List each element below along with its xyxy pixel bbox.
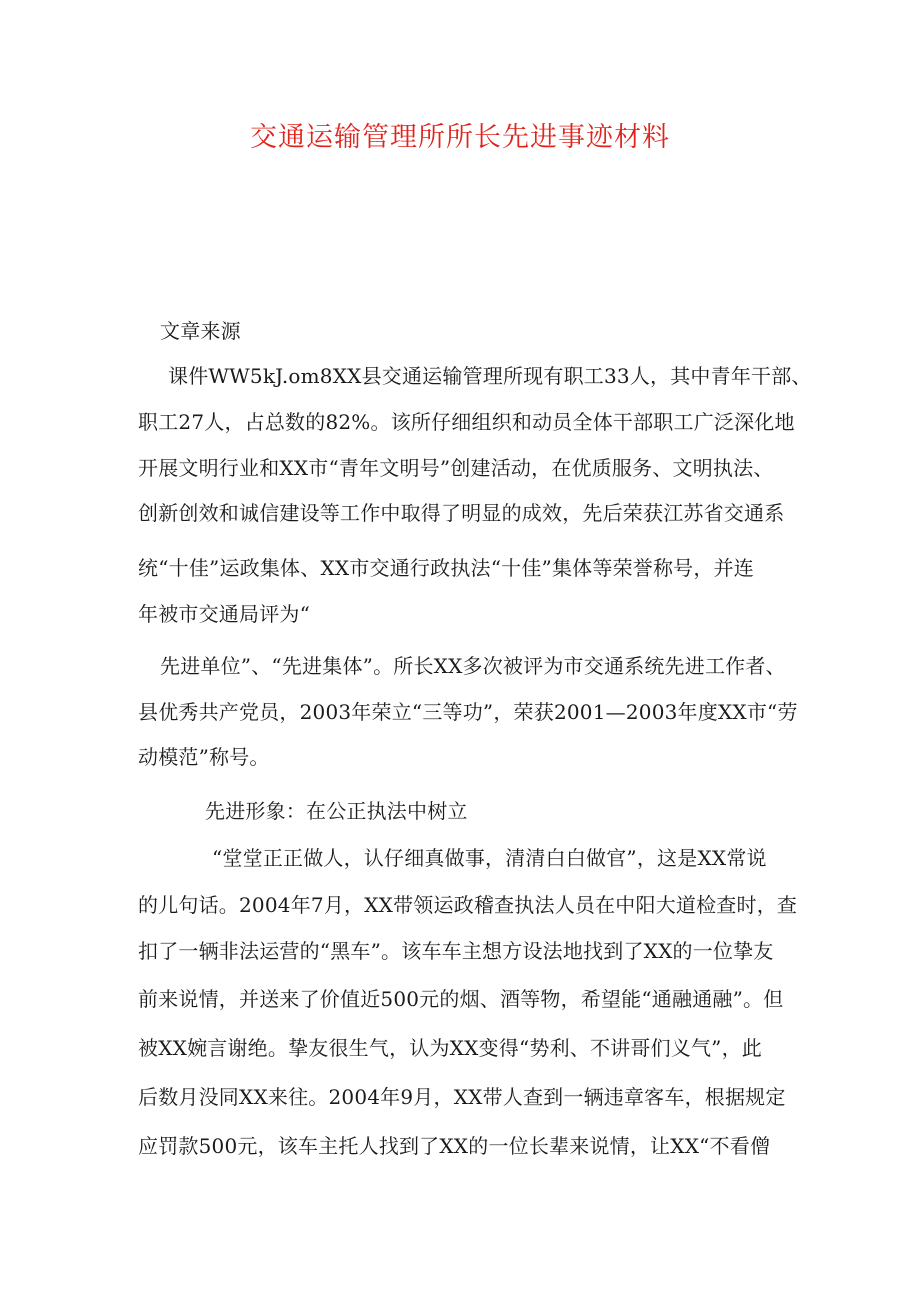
paragraph-line: 统“十佳”运政集体、XX市交通行政执法“十佳”集体等荣誉称号，并连 [138, 556, 754, 580]
paragraph-line: 应罚款500元，该车主托人找到了XX的一位长辈来说情，让XX“不看僧 [138, 1134, 771, 1158]
paragraph-line: 动模范”称号。 [138, 745, 270, 769]
section-heading: 先进形象：在公正执法中树立 [205, 799, 468, 823]
paragraph-line: 职工27人，占总数的82%。该所仔细组织和动员全体干部职工广泛深化地 [138, 410, 795, 434]
paragraph-line: 课件WW5kJ.om8XX县交通运输管理所现有职工33人，其中青年干部、 [168, 364, 812, 388]
paragraph-line: 县优秀共产党员，2003年荣立“三等功”，荣获2001—2003年度XX市“劳 [138, 700, 798, 724]
paragraph-line: 的儿句话。2004年7月，XX带领运政稽查执法人员在中阳大道检查时，查 [138, 893, 798, 917]
document-title: 交通运输管理所所长先进事迹材料 [250, 122, 670, 153]
paragraph-line: “堂堂正正做人，认仔细真做事，清清白白做官”，这是XX常说 [212, 846, 767, 870]
paragraph-line: 后数月没同XX来往。2004年9月，XX带人查到一辆违章客车，根据规定 [138, 1085, 786, 1109]
paragraph-line: 被XX婉言谢绝。挚友很生气，认为XX变得“势利、不讲哥们义气”，此 [138, 1036, 763, 1060]
paragraph-line: 创新创效和诚信建设等工作中取得了明显的成效，先后荣获江苏省交通系 [138, 501, 785, 525]
paragraph-line: 先进单位”、“先进集体”。所长XX多次被评为市交通系统先进工作者、 [160, 654, 786, 678]
paragraph-line: 扣了一辆非法运营的“黑车”。该车车主想方设法地找到了XX的一位挚友 [138, 939, 774, 963]
paragraph-line: 年被市交通局评为“ [138, 602, 311, 626]
paragraph-line: 开展文明行业和XX市“青年文明号”创建活动，在优质服务、文明执法、 [138, 456, 774, 480]
source-label: 文章来源 [160, 319, 241, 343]
paragraph-line: 前来说情，并送来了价值近500元的烟、酒等物，希望能“通融通融”。但 [138, 987, 784, 1011]
